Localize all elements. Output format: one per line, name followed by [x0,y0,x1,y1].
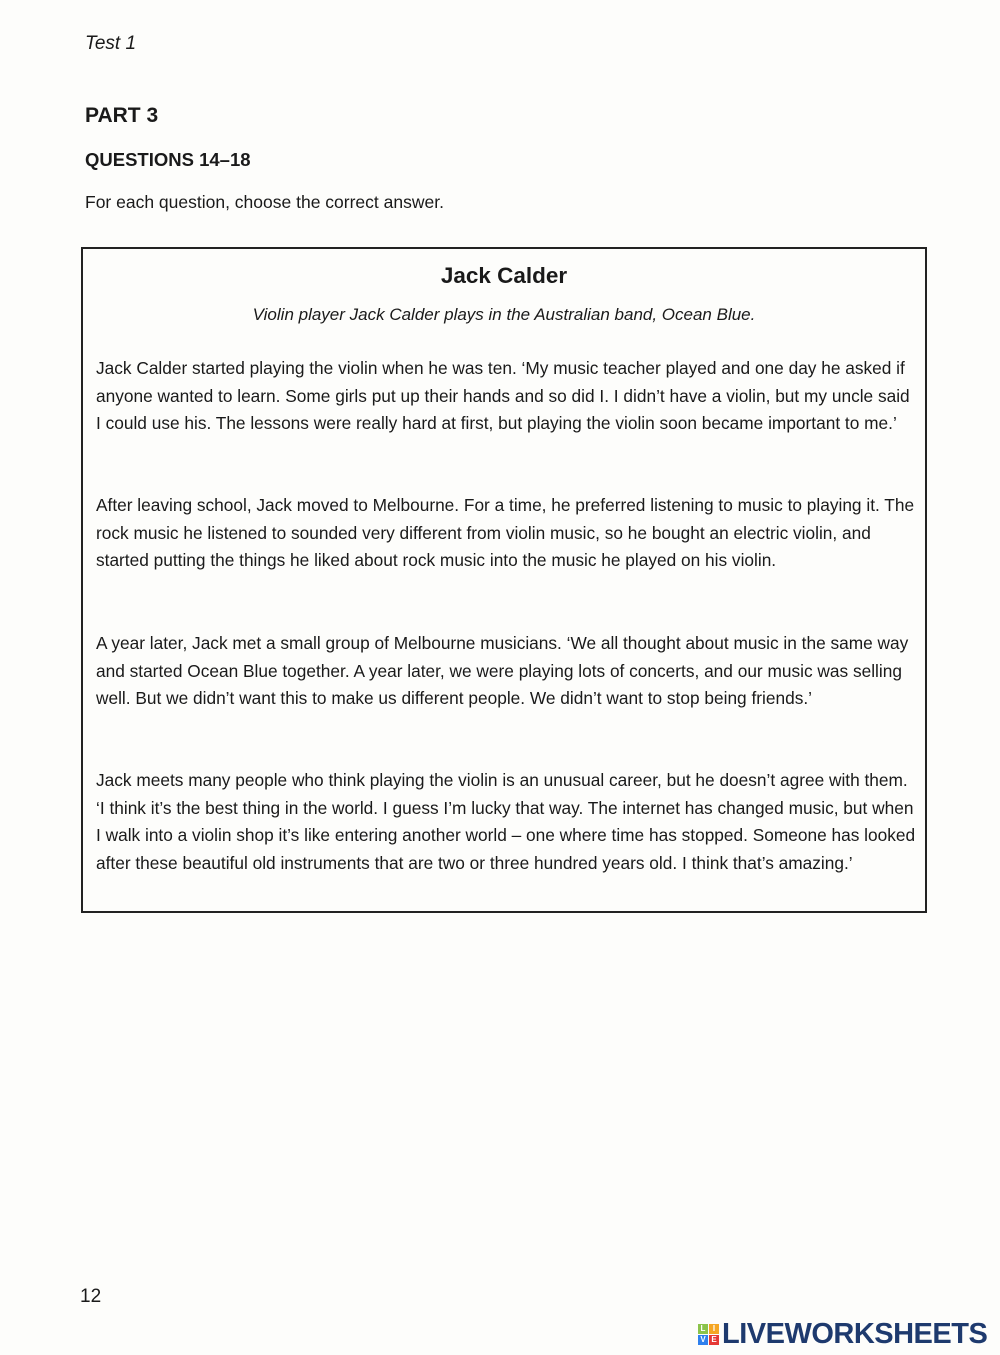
logo-text: LIVEWORKSHEETS [722,1318,988,1350]
article-paragraph: A year later, Jack met a small group of Melbourne musicians. ‘We all thought about music in the same way and started Ocean Blue together. A year later, we were playing lots of concerts, and our music was selling well. But we didn’t want this to make us different people. We didn’t want to stop being friends.’ [96,633,909,708]
article-paragraph: After leaving school, Jack moved to Melbourne. For a time, he preferred listening to music to playing it. The rock music he listened to sounded very different from violin music, so he bought an electric violin, and started putting the things he liked about rock music into the music he played on his violin. [96,495,915,570]
article-paragraph: Jack meets many people who think playing the violin is an unusual career, but he doesn’t agree with them. ‘I think it’s the best thing in the world. I guess I’m lucky that way. The internet has changed music, but when I walk into a violin shop it’s like entering another world – one where time has stopped. Someone has looked after these beautiful old instruments that are two or three hundred years old. I think that’s amazing.’ [96,770,916,873]
article-subtitle: Violin player Jack Calder plays in the Australian band, Ocean Blue. [252,305,756,324]
article-box [81,247,927,913]
test-label: Test 1 [85,33,137,54]
page-number: 12 [80,1286,102,1307]
logo-letter: E [709,1335,719,1345]
logo-icon [698,1324,719,1345]
liveworksheets-logo [698,1318,987,1351]
article-title: Jack Calder [440,263,568,288]
article-paragraph: Jack Calder started playing the violin when he was ten. ‘My music teacher played and one day he asked if anyone wanted to learn. Some girls put up their hands and so did I. I didn’t have a violin, but my uncle said I could use his. The lessons were really hard at first, but playing the violin soon became important to me.’ [96,358,910,433]
questions-heading: QUESTIONS 14–18 [85,149,251,170]
instruction-text: For each question, choose the correct answer. [85,192,444,212]
logo-letter: L [698,1324,708,1334]
part-heading: PART 3 [85,104,159,127]
logo-letter: V [698,1335,708,1345]
logo-letter: I [709,1324,719,1334]
